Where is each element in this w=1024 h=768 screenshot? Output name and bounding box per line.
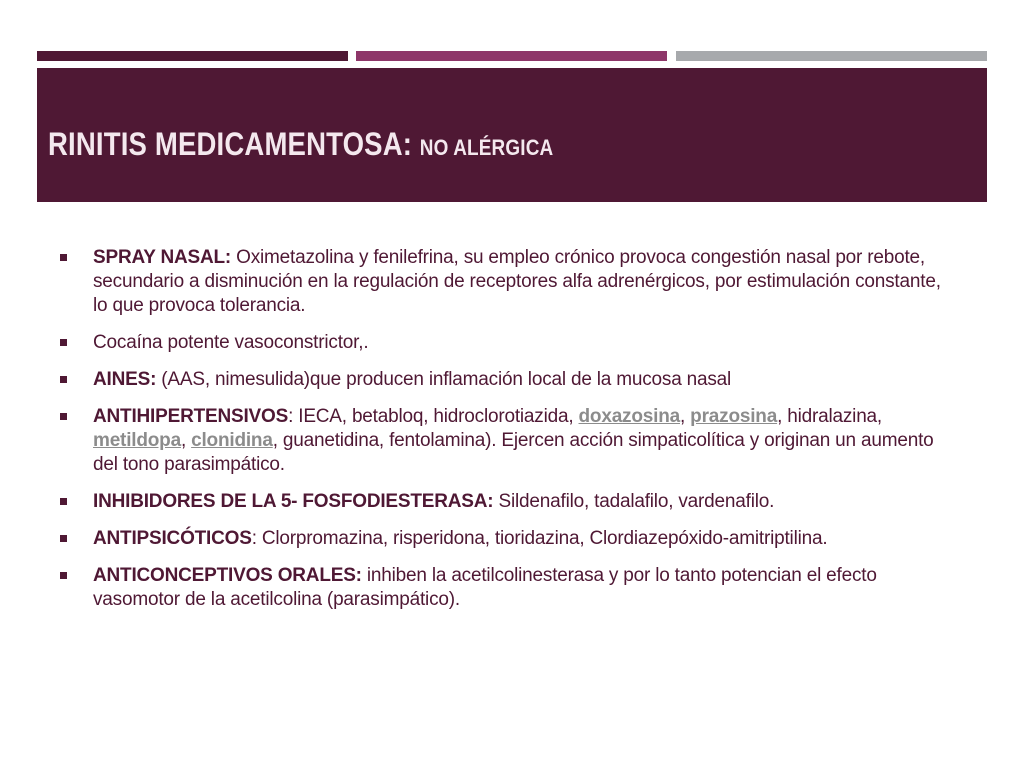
bullet-text: ,	[680, 406, 691, 427]
slide-title	[48, 128, 553, 160]
bullet-term: AINES:	[93, 369, 162, 390]
bullet-list	[58, 246, 958, 625]
bullet-item	[58, 527, 958, 551]
drug-link[interactable]: metildopa	[93, 430, 181, 451]
bullet-term: INHIBIDORES DE LA 5- FOSFODIESTERASA:	[93, 491, 499, 512]
bullet-item	[58, 368, 958, 392]
bullet-text: ,	[180, 430, 192, 451]
square-bullet-icon	[60, 535, 67, 542]
bullet-item	[58, 246, 958, 318]
square-bullet-icon	[60, 498, 67, 505]
drug-link[interactable]: clonidina	[191, 430, 273, 451]
bullet-text: : Clorpromazina, risperidona, tioridazina, Clordiazepóxido-amitriptilina.	[251, 528, 828, 549]
accent-bar-magenta	[356, 51, 667, 61]
bullet-text: Sildenafilo, tadalafilo, vardenafilo.	[498, 491, 775, 512]
bullet-item	[58, 490, 958, 514]
bullet-item	[58, 331, 958, 355]
accent-bar-gray	[676, 51, 987, 61]
slide-title-main: RINITIS MEDICAMENTOSA:	[48, 126, 413, 162]
bullet-term: ANTICONCEPTIVOS ORALES:	[93, 565, 367, 586]
bullet-term: ANTIPSICÓTICOS	[93, 528, 252, 549]
bullet-term: ANTIHIPERTENSIVOS	[93, 406, 289, 427]
drug-link[interactable]: doxazosina	[578, 406, 680, 427]
bullet-text: , guanetidina, fentolamina). Ejercen acción simpaticolítica y originan un aumento del tono parasimpático.	[93, 430, 934, 475]
bullet-text: Cocaína potente vasoconstrictor,.	[93, 332, 369, 353]
square-bullet-icon	[60, 413, 67, 420]
drug-link[interactable]: prazosina	[690, 406, 778, 427]
slide-title-sub: NO ALÉRGICA	[419, 135, 554, 160]
title-band	[37, 68, 987, 202]
bullet-text: (AAS, nimesulida)que producen inflamación local de la mucosa nasal	[161, 369, 732, 390]
bullet-item	[58, 564, 958, 612]
bullet-text: : IECA, betabloq, hidroclorotiazida,	[288, 406, 579, 427]
bullet-term: SPRAY NASAL:	[93, 247, 237, 268]
accent-bar-primary	[37, 51, 348, 61]
bullet-text: inhiben la acetilcolinesterasa y por lo tanto potencian el efecto vasomotor de la acetilcolina (parasimpático).	[93, 565, 877, 610]
bullet-text: , hidralazina,	[777, 406, 883, 427]
square-bullet-icon	[60, 339, 67, 346]
square-bullet-icon	[60, 376, 67, 383]
square-bullet-icon	[60, 572, 67, 579]
square-bullet-icon	[60, 254, 67, 261]
bullet-item	[58, 405, 958, 477]
bullet-text: Oximetazolina y fenilefrina, su empleo crónico provoca congestión nasal por rebote, secundario a disminución en la regulación de receptores alfa adrenérgicos, por estimulación constante, lo que provoca tolerancia.	[93, 247, 941, 316]
